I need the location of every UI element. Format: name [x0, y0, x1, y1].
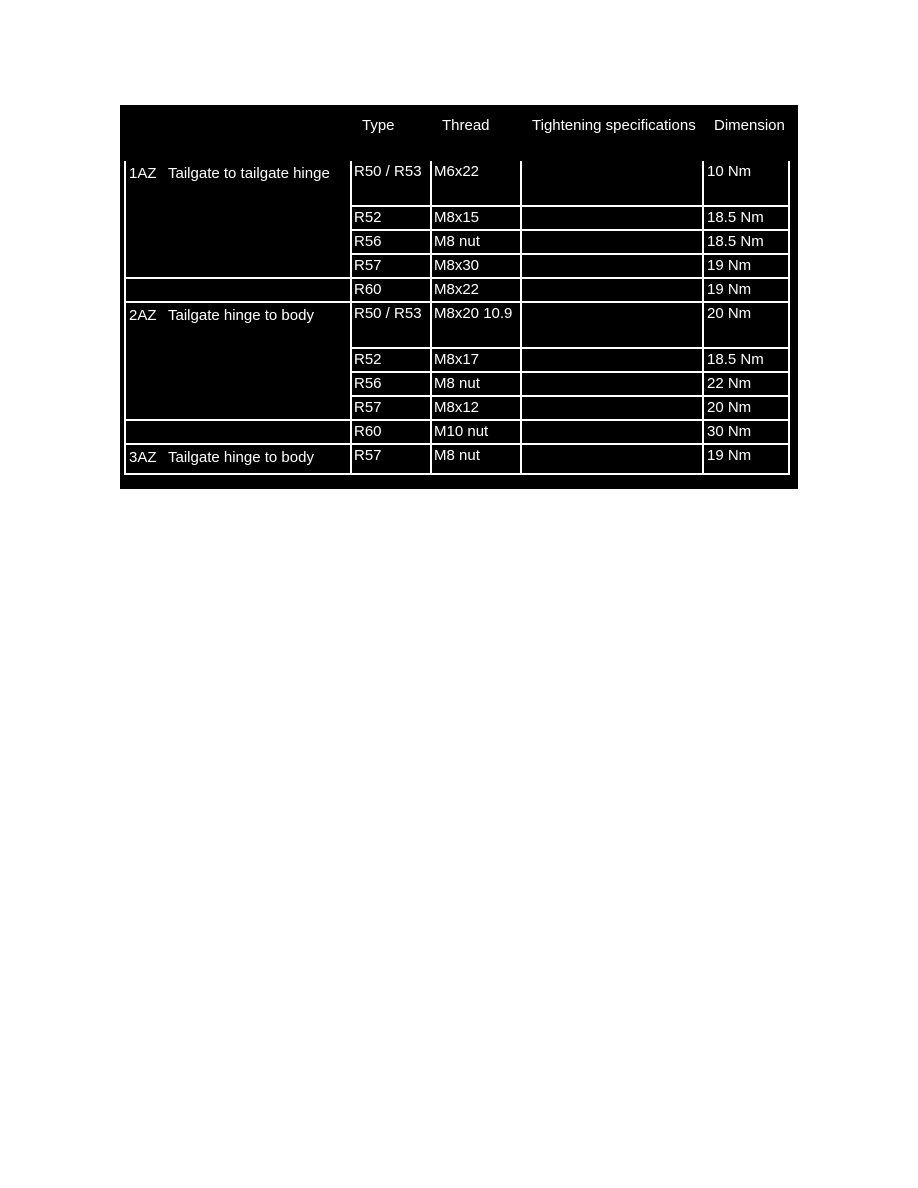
dimension-cell: 30 Nm [703, 420, 789, 444]
table-row [125, 444, 789, 474]
group-description: Tailgate hinge to body [168, 307, 314, 324]
table-row [125, 160, 789, 206]
spec-cell [521, 160, 703, 206]
group-id: 2AZ [129, 307, 157, 324]
spec-cell [521, 230, 703, 254]
thread-cell: M8x30 [431, 254, 521, 278]
thread-cell: M8x15 [431, 206, 521, 230]
group-id: 1AZ [129, 165, 157, 182]
dimension-cell: 19 Nm [703, 444, 789, 474]
type-cell: R60 [351, 278, 431, 302]
header-group [125, 110, 351, 160]
header-tightening-specifications: Tightening specifications [521, 110, 703, 160]
group-cell-2az [125, 302, 351, 420]
type-cell: R56 [351, 372, 431, 396]
type-cell: R57 [351, 396, 431, 420]
header-thread: Thread [431, 110, 521, 160]
group-cell-empty [125, 420, 351, 444]
table-row [125, 420, 789, 444]
dimension-cell: 18.5 Nm [703, 348, 789, 372]
table-row [125, 302, 789, 348]
dimension-cell: 22 Nm [703, 372, 789, 396]
thread-cell: M8 nut [431, 372, 521, 396]
dimension-cell: 19 Nm [703, 254, 789, 278]
type-cell: R57 [351, 254, 431, 278]
thread-cell: M8 nut [431, 444, 521, 474]
table-row [125, 278, 789, 302]
header-type: Type [351, 110, 431, 160]
group-cell-empty [125, 278, 351, 302]
spec-cell [521, 396, 703, 420]
type-cell: R52 [351, 206, 431, 230]
spec-cell [521, 372, 703, 396]
type-cell: R57 [351, 444, 431, 474]
type-cell: R52 [351, 348, 431, 372]
group-description: Tailgate to tailgate hinge [168, 165, 330, 182]
group-cell-1az [125, 160, 351, 278]
thread-cell: M8 nut [431, 230, 521, 254]
thread-cell: M8x22 [431, 278, 521, 302]
type-cell: R50 / R53 [351, 302, 431, 348]
type-cell: R50 / R53 [351, 160, 431, 206]
thread-cell: M10 nut [431, 420, 521, 444]
thread-cell: M8x12 [431, 396, 521, 420]
dimension-cell: 19 Nm [703, 278, 789, 302]
group-id: 3AZ [129, 449, 157, 466]
dimension-cell: 18.5 Nm [703, 206, 789, 230]
thread-cell: M8x17 [431, 348, 521, 372]
thread-cell: M8x20 10.9 [431, 302, 521, 348]
dimension-cell: 20 Nm [703, 396, 789, 420]
dimension-cell: 10 Nm [703, 160, 789, 206]
type-cell: R60 [351, 420, 431, 444]
spec-cell [521, 420, 703, 444]
spec-cell [521, 278, 703, 302]
spec-cell [521, 254, 703, 278]
group-description: Tailgate hinge to body [168, 449, 314, 466]
spec-cell [521, 206, 703, 230]
thread-cell: M6x22 [431, 160, 521, 206]
torque-spec-table [124, 109, 790, 475]
header-row [125, 110, 789, 160]
dimension-cell: 18.5 Nm [703, 230, 789, 254]
spec-cell [521, 348, 703, 372]
type-cell: R56 [351, 230, 431, 254]
spec-cell [521, 302, 703, 348]
group-cell-3az [125, 444, 351, 474]
header-dimension: Dimension [703, 110, 789, 160]
spec-cell [521, 444, 703, 474]
torque-spec-figure [120, 105, 798, 489]
dimension-cell: 20 Nm [703, 302, 789, 348]
